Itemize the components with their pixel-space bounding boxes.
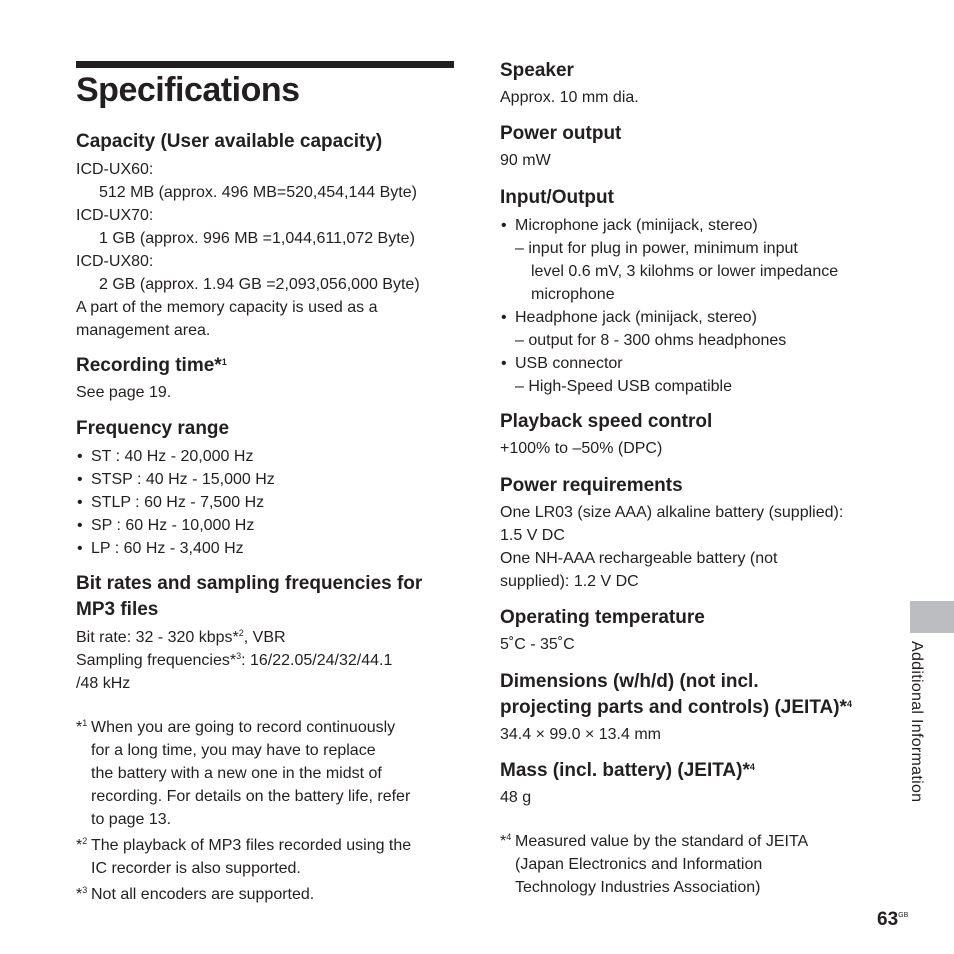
- footnote-mark: *$^1$: [76, 718, 88, 736]
- capacity-section: [76, 129, 456, 342]
- capacity-model: ICD-UX70:: [76, 207, 154, 224]
- dimensions-heading: Dimensions (w/h/d) (not incl.: [500, 671, 759, 692]
- recording-time-section: [76, 353, 456, 404]
- footnote-line: Not all encoders are supported.: [91, 886, 315, 903]
- recording-time-heading: Recording time*$^1$: [76, 355, 227, 376]
- sampling-text: /48 kHz: [76, 675, 131, 692]
- input-output-list: [500, 352, 890, 375]
- mass-heading: Mass (incl. battery) (JEITA)*$^4$: [500, 760, 755, 781]
- footnote-line: the battery with a new one in the midst of: [91, 765, 382, 782]
- list-item: • ST : 40 Hz - 20,000 Hz: [76, 445, 456, 468]
- list-subitem: – High-Speed USB compatible: [515, 378, 733, 395]
- playback-speed-heading: Playback speed control: [500, 411, 713, 432]
- left-footnotes: [76, 716, 456, 906]
- footnote: [76, 834, 456, 880]
- footnote-line: for a long time, you may have to replace: [91, 742, 376, 759]
- input-output-section: [500, 185, 890, 398]
- list-item: • STSP : 40 Hz - 15,000 Hz: [76, 468, 456, 491]
- operating-temperature-text: 5˚C - 35˚C: [500, 636, 575, 653]
- list-subitem: – input for plug in power, minimum input level 0.6 mV, 3 kilohms or lower impedance microphone: [515, 240, 839, 303]
- footnote: [76, 716, 456, 831]
- input-output-list: [500, 214, 890, 237]
- frequency-range-section: [76, 416, 456, 560]
- power-requirements-line: supplied): 1.2 V DC: [500, 573, 639, 590]
- right-footnote: [500, 830, 890, 899]
- power-requirements-line: One LR03 (size AAA) alkaline battery (supplied):: [500, 504, 844, 521]
- capacity-model: ICD-UX80:: [76, 253, 154, 270]
- footnote: [76, 883, 456, 906]
- capacity-value: 2 GB (approx. 1.94 GB =2,093,056,000 Byte): [99, 276, 420, 293]
- footnote-line: IC recorder is also supported.: [91, 860, 301, 877]
- list-item: • Microphone jack (minijack, stereo): [500, 214, 890, 237]
- footnote-line: The playback of MP3 files recorded using the: [91, 837, 412, 854]
- list-item: • SP : 60 Hz - 10,000 Hz: [76, 514, 456, 537]
- dimensions-section: [500, 669, 890, 746]
- footnote-line: to page 13.: [91, 811, 172, 828]
- power-requirements-section: [500, 473, 890, 593]
- footnote-mark: *$^3$: [76, 885, 88, 903]
- footnote-line: recording. For details on the battery life, refer: [91, 788, 411, 805]
- footnote: [500, 830, 890, 899]
- playback-speed-section: [500, 409, 890, 460]
- sampling-text: Sampling frequencies*$^3$: 16/22.05/24/32/44.1: [76, 651, 393, 669]
- footnote-mark: *$^2$: [76, 836, 88, 854]
- side-label: Additional Information: [908, 641, 925, 803]
- power-output-text: 90 mW: [500, 152, 551, 169]
- list-item: • USB connector: [500, 352, 890, 375]
- title-rule: [76, 61, 454, 68]
- speaker-section: [500, 58, 890, 109]
- footnote-mark: *$^4$: [500, 832, 512, 850]
- page-number: $63^{GB}$: [877, 909, 909, 930]
- speaker-text: Approx. 10 mm dia.: [500, 89, 639, 106]
- list-item: • STLP : 60 Hz - 7,500 Hz: [76, 491, 456, 514]
- dimensions-text: 34.4 × 99.0 × 13.4 mm: [500, 726, 661, 743]
- dimensions-heading: projecting parts and controls) (JEITA)*$^4$: [500, 697, 852, 718]
- recording-time-text: See page 19.: [76, 384, 172, 401]
- power-output-section: [500, 121, 890, 172]
- frequency-range-list: [76, 445, 456, 560]
- capacity-model: ICD-UX60:: [76, 161, 154, 178]
- bit-rates-heading: MP3 files: [76, 599, 159, 620]
- bit-rates-section: [76, 571, 456, 695]
- power-requirements-line: 1.5 V DC: [500, 527, 565, 544]
- playback-speed-text: +100% to –50% (DPC): [500, 440, 663, 457]
- input-output-list: [500, 306, 890, 329]
- list-subitem: – output for 8 - 300 ohms headphones: [515, 332, 787, 349]
- capacity-heading: Capacity (User available capacity): [76, 131, 383, 152]
- capacity-note: A part of the memory capacity is used as a: [76, 299, 378, 316]
- capacity-note: management area.: [76, 322, 211, 339]
- operating-temperature-section: [500, 605, 890, 656]
- footnote-line: When you are going to record continuously: [91, 719, 396, 736]
- footnote-line: Measured value by the standard of JEITA: [515, 833, 809, 850]
- footnote-line: Technology Industries Association): [515, 879, 761, 896]
- speaker-heading: Speaker: [500, 60, 574, 81]
- bit-rate-text: Bit rate: 32 - 320 kbps*$^2$, VBR: [76, 628, 286, 646]
- mass-section: [500, 758, 890, 809]
- power-requirements-heading: Power requirements: [500, 475, 683, 496]
- operating-temperature-heading: Operating temperature: [500, 607, 705, 628]
- capacity-value: 512 MB (approx. 496 MB=520,454,144 Byte): [99, 184, 417, 201]
- mass-text: 48 g: [500, 789, 532, 806]
- footnote-line: (Japan Electronics and Information: [515, 856, 763, 873]
- section-tab: [910, 601, 954, 633]
- page-title: Specifications: [76, 71, 300, 109]
- bit-rates-heading: Bit rates and sampling frequencies for: [76, 573, 423, 594]
- power-output-heading: Power output: [500, 123, 622, 144]
- list-item: • Headphone jack (minijack, stereo): [500, 306, 890, 329]
- input-output-heading: Input/Output: [500, 187, 614, 208]
- list-item: • LP : 60 Hz - 3,400 Hz: [76, 537, 456, 560]
- frequency-range-heading: Frequency range: [76, 418, 230, 439]
- power-requirements-line: One NH-AAA rechargeable battery (not: [500, 550, 778, 567]
- capacity-value: 1 GB (approx. 996 MB =1,044,611,072 Byte): [99, 230, 415, 247]
